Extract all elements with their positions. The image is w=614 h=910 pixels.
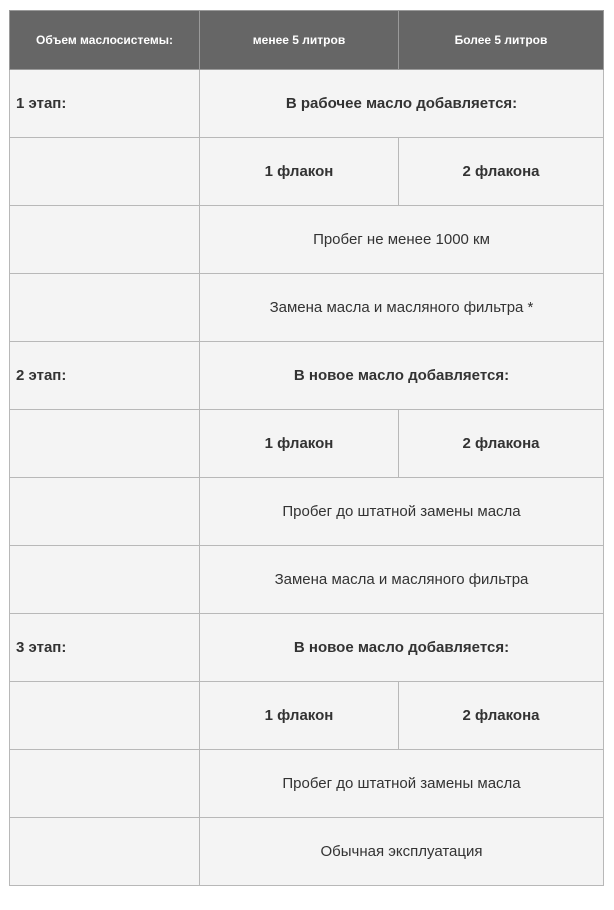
stage-1-mileage: Пробег не менее 1000 км — [200, 206, 604, 274]
table-row — [10, 410, 604, 478]
stage-3-added: В новое масло добавляется: — [200, 614, 604, 682]
stage-3-large-dose: 2 флакона — [399, 682, 604, 750]
table-row — [10, 750, 604, 818]
table-row — [10, 342, 604, 410]
header-oil-volume: Объем маслосистемы: — [10, 11, 200, 70]
table-row — [10, 546, 604, 614]
table-row — [10, 818, 604, 886]
empty-cell — [10, 206, 200, 274]
empty-cell — [10, 818, 200, 886]
table-row — [10, 614, 604, 682]
stage-1-replace: Замена масла и масляного фильтра * — [200, 274, 604, 342]
empty-cell — [10, 682, 200, 750]
stage-2-small-dose: 1 флакон — [200, 410, 399, 478]
empty-cell — [10, 546, 200, 614]
stage-1-added: В рабочее масло добавляется: — [200, 70, 604, 138]
header-over-5l: Более 5 литров — [399, 11, 604, 70]
stage-1-label: 1 этап: — [10, 70, 200, 138]
table-row — [10, 682, 604, 750]
stage-2-large-dose: 2 флакона — [399, 410, 604, 478]
empty-cell — [10, 750, 200, 818]
stage-1-small-dose: 1 флакон — [200, 138, 399, 206]
empty-cell — [10, 274, 200, 342]
table-row — [10, 206, 604, 274]
stage-3-small-dose: 1 флакон — [200, 682, 399, 750]
stage-2-label: 2 этап: — [10, 342, 200, 410]
dosage-table — [9, 10, 604, 886]
stage-2-added: В новое масло добавляется: — [200, 342, 604, 410]
table-row — [10, 478, 604, 546]
stage-3-result: Обычная эксплуатация — [200, 818, 604, 886]
table-row — [10, 138, 604, 206]
empty-cell — [10, 410, 200, 478]
stage-3-mileage: Пробег до штатной замены масла — [200, 750, 604, 818]
header-row — [10, 11, 604, 70]
stage-1-large-dose: 2 флакона — [399, 138, 604, 206]
table-row — [10, 274, 604, 342]
header-under-5l: менее 5 литров — [200, 11, 399, 70]
stage-2-replace: Замена масла и масляного фильтра — [200, 546, 604, 614]
stage-2-mileage: Пробег до штатной замены масла — [200, 478, 604, 546]
table-row — [10, 70, 604, 138]
stage-3-label: 3 этап: — [10, 614, 200, 682]
empty-cell — [10, 478, 200, 546]
empty-cell — [10, 138, 200, 206]
